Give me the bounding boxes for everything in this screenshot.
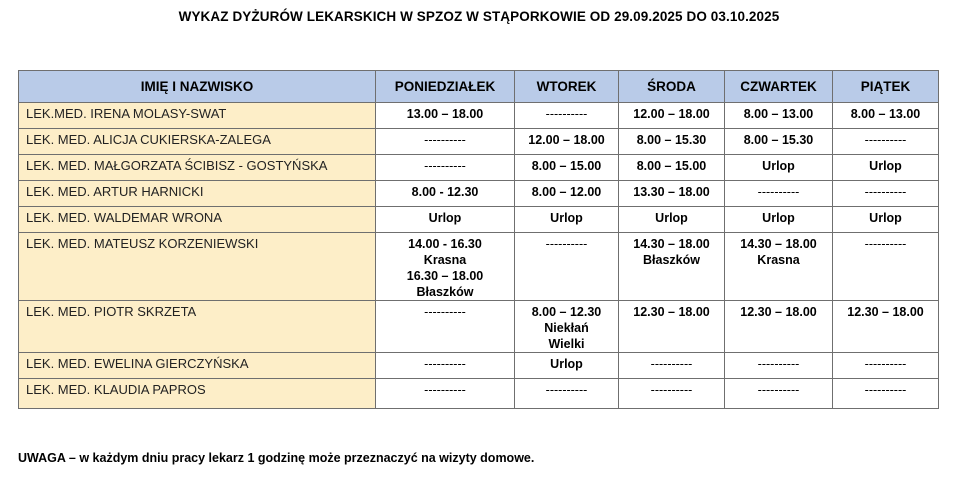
schedule-cell-tuesday xyxy=(515,181,619,207)
schedule-cell-friday xyxy=(833,103,939,129)
cell-line: ---------- xyxy=(545,107,588,121)
table-row xyxy=(19,103,939,129)
table-row xyxy=(19,379,939,409)
cell-line: ---------- xyxy=(424,357,466,371)
schedule-cell-friday xyxy=(833,379,939,409)
schedule-cell-thursday xyxy=(725,353,833,379)
schedule-cell-tuesday xyxy=(515,233,619,301)
cell-line: 8.00 – 15.30 xyxy=(636,133,707,147)
doctor-name-cell: LEK.MED. IRENA MOLASY-SWAT xyxy=(19,103,376,129)
schedule-cell-monday xyxy=(376,129,515,155)
cell-line: ---------- xyxy=(757,383,800,397)
doctor-name-cell: LEK. MED. PIOTR SKRZETA xyxy=(19,301,376,353)
schedule-cell-thursday xyxy=(725,207,833,233)
header-name: IMIĘ I NAZWISKO xyxy=(19,71,376,103)
cell-line: 8.00 – 15.00 xyxy=(636,159,707,173)
schedule-cell-wednesday xyxy=(619,379,725,409)
cell-line: ---------- xyxy=(864,133,907,147)
table-row xyxy=(19,155,939,181)
schedule-cell-friday xyxy=(833,353,939,379)
cell-line: 12.00 – 18.00 xyxy=(633,107,710,121)
cell-line: Błaszków xyxy=(416,285,474,299)
cell-line: 8.00 – 13.00 xyxy=(743,107,814,121)
cell-line: 8.00 - 12.30 xyxy=(411,185,479,199)
cell-line: Krasna xyxy=(423,253,467,267)
cell-line: ---------- xyxy=(424,133,466,147)
schedule-cell-wednesday xyxy=(619,233,725,301)
schedule-cell-wednesday xyxy=(619,181,725,207)
table-row xyxy=(19,353,939,379)
cell-line: Urlop xyxy=(550,211,583,225)
cell-line: ---------- xyxy=(424,159,466,173)
schedule-cell-friday xyxy=(833,233,939,301)
schedule-cell-tuesday xyxy=(515,103,619,129)
cell-line: Urlop xyxy=(550,357,583,371)
header-friday: PIĄTEK xyxy=(833,71,939,103)
schedule-cell-thursday xyxy=(725,379,833,409)
doctor-name-cell: LEK. MED. MATEUSZ KORZENIEWSKI xyxy=(19,233,376,301)
header-thursday: CZWARTEK xyxy=(725,71,833,103)
cell-line: 8.00 – 15.30 xyxy=(743,133,814,147)
cell-line: 8.00 – 12.00 xyxy=(531,185,602,199)
table-row xyxy=(19,233,939,301)
table-header-row xyxy=(19,71,939,103)
cell-line: 12.30 – 18.00 xyxy=(740,305,817,319)
cell-line: 14.00 - 16.30 xyxy=(408,237,482,251)
schedule-cell-wednesday xyxy=(619,353,725,379)
cell-line: 14.30 – 18.00 xyxy=(633,237,710,251)
doctor-name-cell: LEK. MED. EWELINA GIERCZYŃSKA xyxy=(19,353,376,379)
schedule-cell-monday xyxy=(376,353,515,379)
schedule-cell-thursday xyxy=(725,233,833,301)
schedule-cell-monday xyxy=(376,181,515,207)
cell-line: Krasna xyxy=(757,253,800,267)
table-row xyxy=(19,181,939,207)
cell-line: Urlop xyxy=(428,211,462,225)
schedule-cell-tuesday xyxy=(515,207,619,233)
table-row xyxy=(19,301,939,353)
doctor-name-cell: LEK. MED. WALDEMAR WRONA xyxy=(19,207,376,233)
cell-line: ---------- xyxy=(757,357,800,371)
schedule-cell-thursday xyxy=(725,129,833,155)
cell-line: ---------- xyxy=(864,383,907,397)
cell-line: 12.30 – 18.00 xyxy=(633,305,710,319)
cell-line: 8.00 – 15.00 xyxy=(531,159,602,173)
schedule-cell-monday xyxy=(376,233,515,301)
cell-line: 16.30 – 18.00 xyxy=(406,269,484,283)
schedule-cell-friday xyxy=(833,129,939,155)
doctor-name-cell: LEK. MED. ARTUR HARNICKI xyxy=(19,181,376,207)
cell-line: 14.30 – 18.00 xyxy=(740,237,817,251)
cell-line: 13.30 – 18.00 xyxy=(633,185,710,199)
doctor-name-cell: LEK. MED. ALICJA CUKIERSKA-ZALEGA xyxy=(19,129,376,155)
schedule-cell-thursday xyxy=(725,103,833,129)
schedule-cell-monday xyxy=(376,207,515,233)
schedule-cell-wednesday xyxy=(619,103,725,129)
schedule-cell-wednesday xyxy=(619,155,725,181)
header-wednesday: ŚRODA xyxy=(619,71,725,103)
schedule-cell-thursday xyxy=(725,301,833,353)
cell-line: Wielki xyxy=(548,337,585,351)
duty-schedule-table xyxy=(18,70,939,409)
cell-line: ---------- xyxy=(545,383,588,397)
doctor-name-cell: LEK. MED. KLAUDIA PAPROS xyxy=(19,379,376,409)
cell-line: Urlop xyxy=(869,159,902,173)
cell-line: ---------- xyxy=(424,383,466,397)
cell-line: ---------- xyxy=(424,305,466,319)
cell-line: ---------- xyxy=(864,185,907,199)
schedule-cell-thursday xyxy=(725,181,833,207)
header-tuesday: WTOREK xyxy=(515,71,619,103)
page-title: WYKAZ DYŻURÓW LEKARSKICH W SPZOZ W STĄPORKOWIE OD 29.09.2025 DO 03.10.2025 xyxy=(178,9,780,24)
schedule-cell-tuesday xyxy=(515,129,619,155)
cell-line: ---------- xyxy=(864,237,907,251)
schedule-cell-thursday xyxy=(725,155,833,181)
note-text: UWAGA – w każdym dniu pracy lekarz 1 godzinę może przeznaczyć na wizyty domowe. xyxy=(18,451,535,465)
cell-line: ---------- xyxy=(650,357,693,371)
cell-line: 12.30 – 18.00 xyxy=(847,305,924,319)
schedule-cell-wednesday xyxy=(619,301,725,353)
header-monday: PONIEDZIAŁEK xyxy=(376,71,515,103)
cell-line: Błaszków xyxy=(643,253,700,267)
cell-line: ---------- xyxy=(545,237,588,251)
doctor-name-cell: LEK. MED. MAŁGORZATA ŚCIBISZ - GOSTYŃSKA xyxy=(19,155,376,181)
cell-line: 8.00 – 13.00 xyxy=(850,107,921,121)
schedule-cell-tuesday xyxy=(515,353,619,379)
schedule-cell-friday xyxy=(833,181,939,207)
cell-line: Urlop xyxy=(762,159,795,173)
schedule-cell-monday xyxy=(376,103,515,129)
cell-line: 8.00 – 12.30 xyxy=(531,305,602,319)
cell-line: 12.00 – 18.00 xyxy=(528,133,605,147)
cell-line: ---------- xyxy=(757,185,800,199)
cell-line: ---------- xyxy=(650,383,693,397)
schedule-cell-tuesday xyxy=(515,301,619,353)
table-row xyxy=(19,207,939,233)
table-body xyxy=(19,103,939,409)
schedule-cell-tuesday xyxy=(515,379,619,409)
schedule-cell-monday xyxy=(376,155,515,181)
cell-line: ---------- xyxy=(864,357,907,371)
cell-line: Urlop xyxy=(869,211,902,225)
schedule-cell-wednesday xyxy=(619,207,725,233)
schedule-cell-friday xyxy=(833,301,939,353)
table-row xyxy=(19,129,939,155)
cell-line: 13.00 – 18.00 xyxy=(406,107,484,121)
schedule-cell-monday xyxy=(376,379,515,409)
schedule-cell-friday xyxy=(833,207,939,233)
schedule-cell-friday xyxy=(833,155,939,181)
schedule-cell-tuesday xyxy=(515,155,619,181)
cell-line: Niekłań xyxy=(544,321,589,335)
cell-line: Urlop xyxy=(762,211,795,225)
schedule-cell-monday xyxy=(376,301,515,353)
cell-line: Urlop xyxy=(655,211,688,225)
schedule-cell-wednesday xyxy=(619,129,725,155)
